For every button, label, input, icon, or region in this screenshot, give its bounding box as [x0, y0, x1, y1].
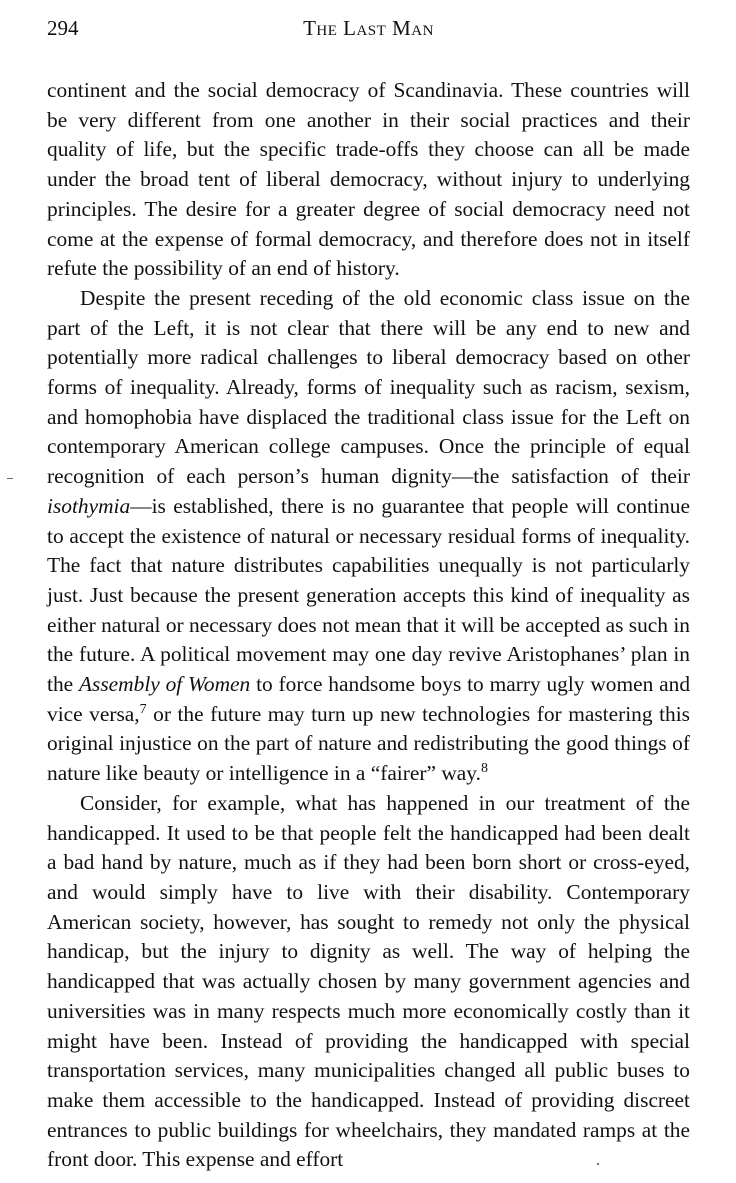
paragraph-2-text-2: —is established, there is no guarantee that people will continue to accept the existence of natural or necessary residual forms of inequality. The fact that nature distributes capabilities unequally is not particularly just. Just because the present generation accepts this kind of inequality as either natural or necessary does not mean that it will be accepted as such in the future. A political movement may one day revive Aristophanes’ plan in the: [47, 493, 690, 697]
running-head: The Last Man: [303, 16, 434, 40]
paragraph-2-text-3: to force handsome boys to marry ugly women and vice versa,: [47, 672, 691, 726]
page-header: [47, 13, 690, 43]
paragraph-2-text-4: or the future may turn up new technologies for mastering this original injustice on the part of nature and redistributing the good things of nature like beauty or intelligence in a “fairer” way.: [47, 701, 690, 786]
paragraph-2-text-1: Despite the present receding of the old economic class issue on the part of the Left, it is not clear that there will be any end to new and potentially more radical challenges to liberal democracy based on other forms of inequality. Already, forms of inequality such as racism, sexism, and homophobia have displaced the traditional class issue for the Left on contemporary American college campuses. Once the principle of equal recognition of each person’s human dignity—the satisfaction of their: [47, 285, 690, 489]
page-number: 294: [47, 16, 79, 40]
title-assembly-of-women: Assembly of Women: [78, 672, 251, 697]
margin-mark: [7, 478, 13, 479]
paragraph-1: continent and the social democracy of Scandinavia. These countries will be very different from one another in their social practices and their quality of life, but the specific trade-offs they choose can all be made under the broad tent of liberal democracy, without injury to underlying principles. The desire for a greater degree of social democracy need not come at the expense of formal democracy, and therefore does not in itself refute the possibility of an end of history.: [47, 78, 690, 281]
footnote-ref-8[interactable]: 8: [480, 761, 488, 777]
footnote-ref-7[interactable]: 7: [139, 701, 147, 717]
body-text: [47, 76, 690, 1175]
paragraph-2: [47, 284, 690, 789]
term-isothymia: isothymia: [47, 493, 131, 518]
scan-speck: [597, 1163, 599, 1165]
paragraph-3: Consider, for example, what has happened in our treatment of the handicapped. It used to be that people felt the handicapped had been dealt a bad hand by nature, much as if they had been born short or cross-eyed, and would simply have to live with their disability. Contemporary American society, however, has sought to remedy not only the physical handicap, but the injury to dignity as well. The way of helping the handicapped that was actually chosen by many government agencies and universities was in many respects much more economically costly than it might have been. Instead of providing the handicapped with special transportation services, many municipalities changed all public buses to make them accessible to the handicapped. Instead of providing discreet entrances to public buildings for wheelchairs, they mandated ramps at the front door. This expense and effort: [47, 790, 690, 1172]
